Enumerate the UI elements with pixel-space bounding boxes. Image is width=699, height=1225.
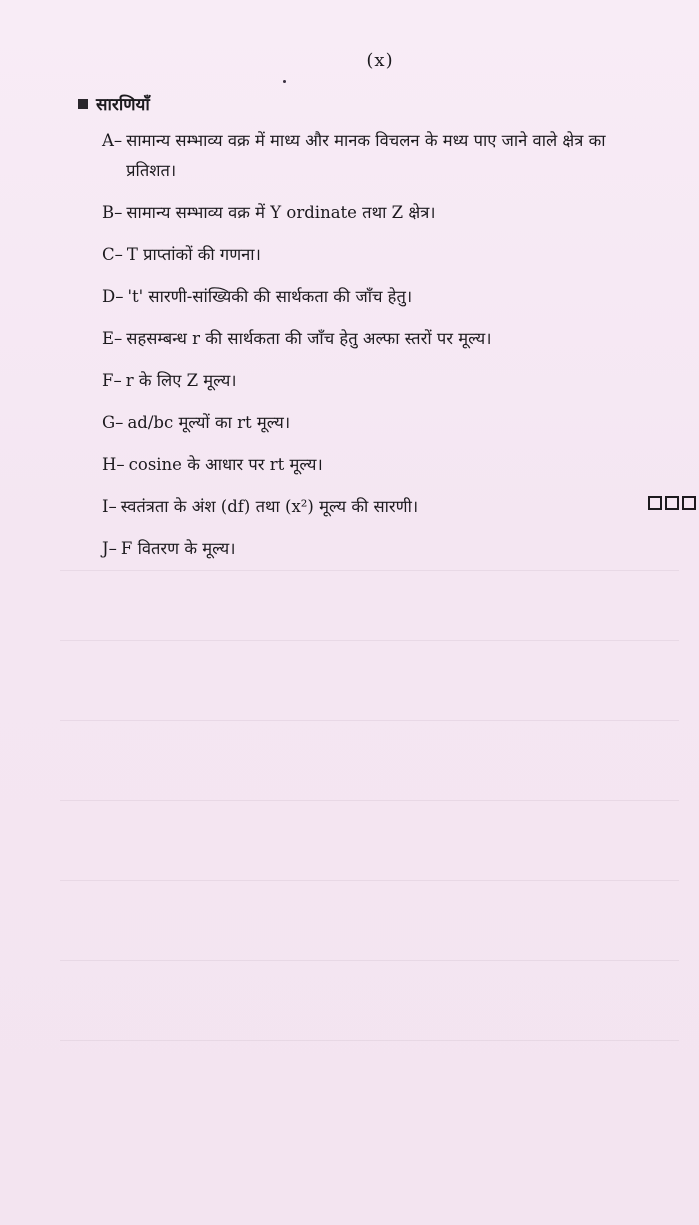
- list-item: [102, 450, 622, 480]
- list-item: [102, 240, 622, 270]
- item-text: 't' सारणी-सांख्यिकी की सार्थकता की जाँच हेतु।: [127, 287, 413, 306]
- item-letter: J–: [102, 539, 117, 558]
- box-icon: [682, 496, 696, 510]
- item-letter: I–: [102, 497, 117, 516]
- bleed-through-line: [60, 960, 679, 971]
- bleed-through-line: [60, 640, 679, 651]
- square-bullet-icon: [78, 99, 88, 109]
- item-text: सहसम्बन्ध r की सार्थकता की जाँच हेतु अल्फा स्तरों पर मूल्य।: [126, 329, 492, 348]
- list-item: [102, 492, 622, 522]
- page-number: (x): [366, 50, 394, 71]
- item-letter: G–: [102, 413, 124, 432]
- item-letter: C–: [102, 245, 123, 264]
- section-heading: [78, 92, 150, 115]
- list-item: [102, 408, 622, 438]
- bleed-through-line: [60, 880, 679, 891]
- section-title: सारणियाँ: [96, 95, 150, 115]
- item-letter: B–: [102, 203, 123, 222]
- item-letter: E–: [102, 329, 123, 348]
- list-item: [102, 534, 622, 564]
- table-list: [102, 126, 622, 576]
- item-text: ad/bc मूल्यों का rt मूल्य।: [127, 413, 291, 432]
- item-text: r के लिए Z मूल्य।: [125, 371, 237, 390]
- bleed-through-line: [60, 800, 679, 811]
- item-text: T प्राप्तांकों की गणना।: [126, 245, 261, 264]
- list-item: [102, 324, 622, 354]
- list-item: [102, 366, 622, 396]
- item-letter: A–: [102, 131, 123, 150]
- ink-dot: [283, 80, 286, 83]
- item-text: सामान्य सम्भाव्य वक्र में Y ordinate तथा Z क्षेत्र।: [126, 203, 436, 222]
- item-letter: D–: [102, 287, 124, 306]
- item-text: स्वतंत्रता के अंश (df) तथा (x²) मूल्य की सारणी।: [120, 497, 419, 516]
- end-marker: [648, 496, 696, 510]
- item-text: सामान्य सम्भाव्य वक्र में माध्य और मानक विचलन के मध्य पाए जाने वाले क्षेत्र का प्रतिशत।: [126, 131, 606, 180]
- box-icon: [665, 496, 679, 510]
- list-item: [102, 282, 622, 312]
- bleed-through-line: [60, 720, 679, 731]
- item-text: F वितरण के मूल्य।: [120, 539, 236, 558]
- bleed-through-line: [60, 1040, 679, 1051]
- box-icon: [648, 496, 662, 510]
- item-text: cosine के आधार पर rt मूल्य।: [128, 455, 323, 474]
- list-item: [102, 126, 622, 186]
- item-letter: H–: [102, 455, 125, 474]
- item-letter: F–: [102, 371, 122, 390]
- list-item: [102, 198, 622, 228]
